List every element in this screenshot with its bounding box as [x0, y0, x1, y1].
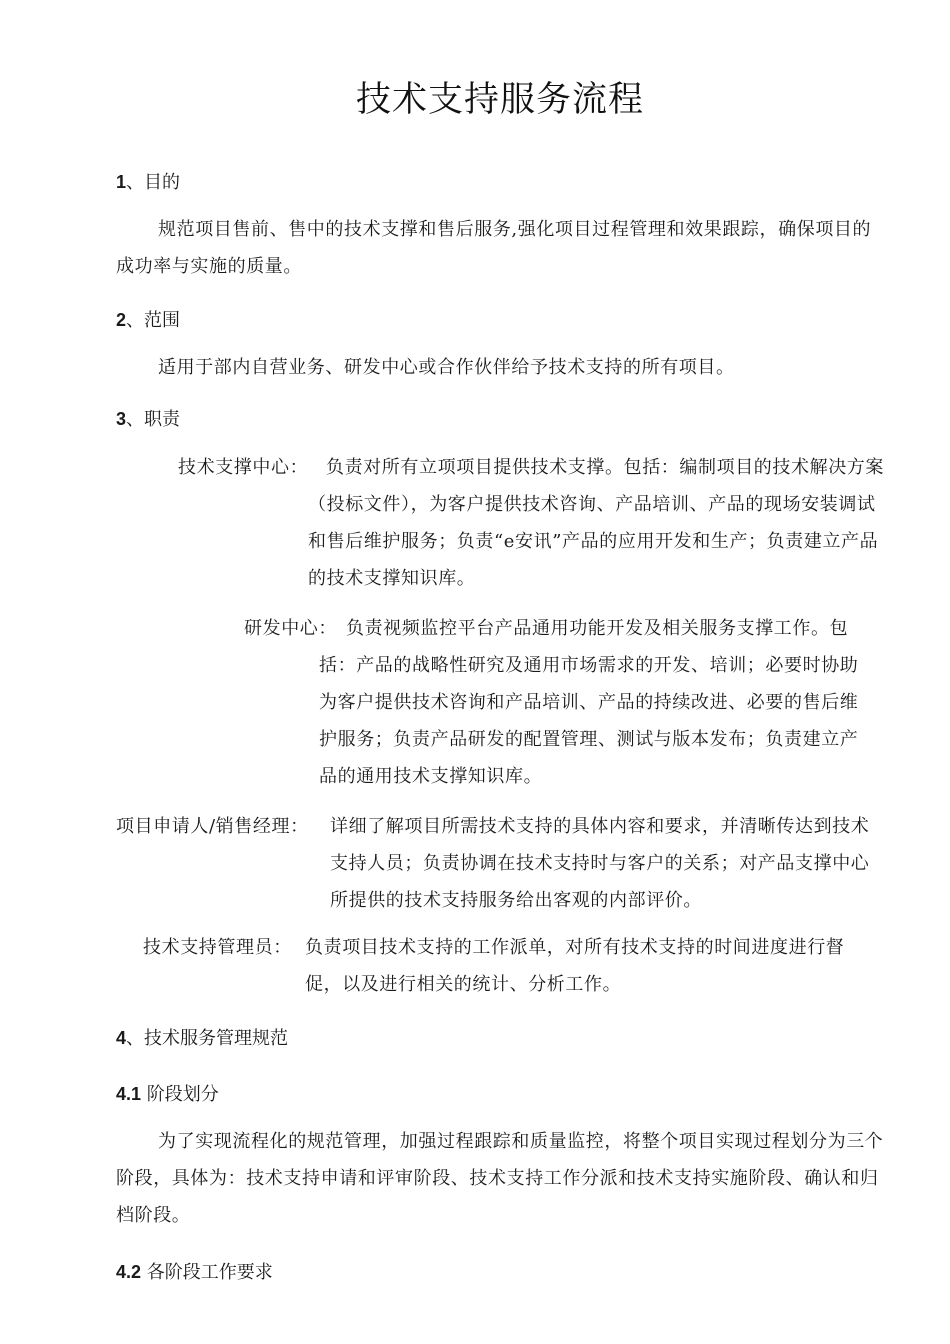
duty-text-applicant-sales: 详细了解项目所需技术支持的具体内容和要求，并清晰传达到技术支持人员；负责协调在技术支持时与客户的关系；对产品支撑中心所提供的技术支持服务给出客观的内部评价。 [330, 816, 870, 911]
section-number: 1 [116, 172, 127, 192]
subsection-heading-stage-requirements [116, 1260, 273, 1285]
duty-role-tech-support-center: 技术支撑中心： [178, 457, 309, 478]
section-label: 、目的 [126, 172, 181, 193]
subsection-heading-stages [116, 1082, 219, 1107]
section-heading-duties [116, 407, 180, 432]
duty-role-rd-center: 研发中心： [244, 618, 337, 639]
scope-paragraph: 适用于部内自营业务、研发中心或合作伙伴给予技术支持的所有项目。 [158, 357, 735, 378]
section-number: 2 [116, 310, 127, 330]
section-label: 、范围 [126, 310, 181, 331]
section-heading-purpose [116, 170, 180, 195]
section-number: 4.1 [116, 1084, 142, 1104]
stages-paragraph: 为了实现流程化的规范管理，加强过程跟踪和质量监控，将整个项目实现过程划分为三个阶段，具体为：技术支持申请和评审阶段、技术支持工作分派和技术支持实施阶段、确认和归档阶段。 [116, 1131, 884, 1226]
section-label: 阶段划分 [141, 1084, 219, 1105]
duty-text-tech-support-center: 负责对所有立项项目提供技术支撑。包括：编制项目的技术解决方案（投标文件），为客户提供技术咨询、产品培训、产品的现场安装调试和售后维护服务；负责“e安讯”产品的应用开发和生产；负责建立产品的技术支撑知识库。 [308, 457, 884, 589]
duty-role-applicant-sales: 项目申请人/销售经理： [116, 816, 309, 837]
duty-text-support-admin: 负责项目技术支持的工作派单，对所有技术支持的时间进度进行督促，以及进行相关的统计、分析工作。 [305, 937, 845, 995]
section-number: 4.2 [116, 1262, 142, 1282]
section-label: 各阶段工作要求 [141, 1262, 273, 1283]
duty-role-support-admin: 技术支持管理员： [143, 937, 292, 958]
section-number: 3 [116, 409, 127, 429]
section-number: 4 [116, 1028, 127, 1048]
section-heading-scope [116, 308, 180, 333]
section-heading-service-management [116, 1026, 288, 1051]
purpose-paragraph: 规范项目售前、售中的技术支撑和售后服务,强化项目过程管理和效果跟踪，确保项目的成功率与实施的质量。 [116, 219, 872, 277]
section-label: 、职责 [126, 409, 181, 430]
duty-text-rd-center: 负责视频监控平台产品通用功能开发及相关服务支撑工作。包括：产品的战略性研究及通用市场需求的开发、培训；必要时协助为客户提供技术咨询和产品培训、产品的持续改进、必要的售后维护服务；负责产品研发的配置管理、测试与版本发布；负责建立产品的通用技术支撑知识库。 [319, 618, 859, 787]
document-title: 技术支持服务流程 [355, 80, 644, 120]
section-label: 、技术服务管理规范 [126, 1028, 289, 1049]
